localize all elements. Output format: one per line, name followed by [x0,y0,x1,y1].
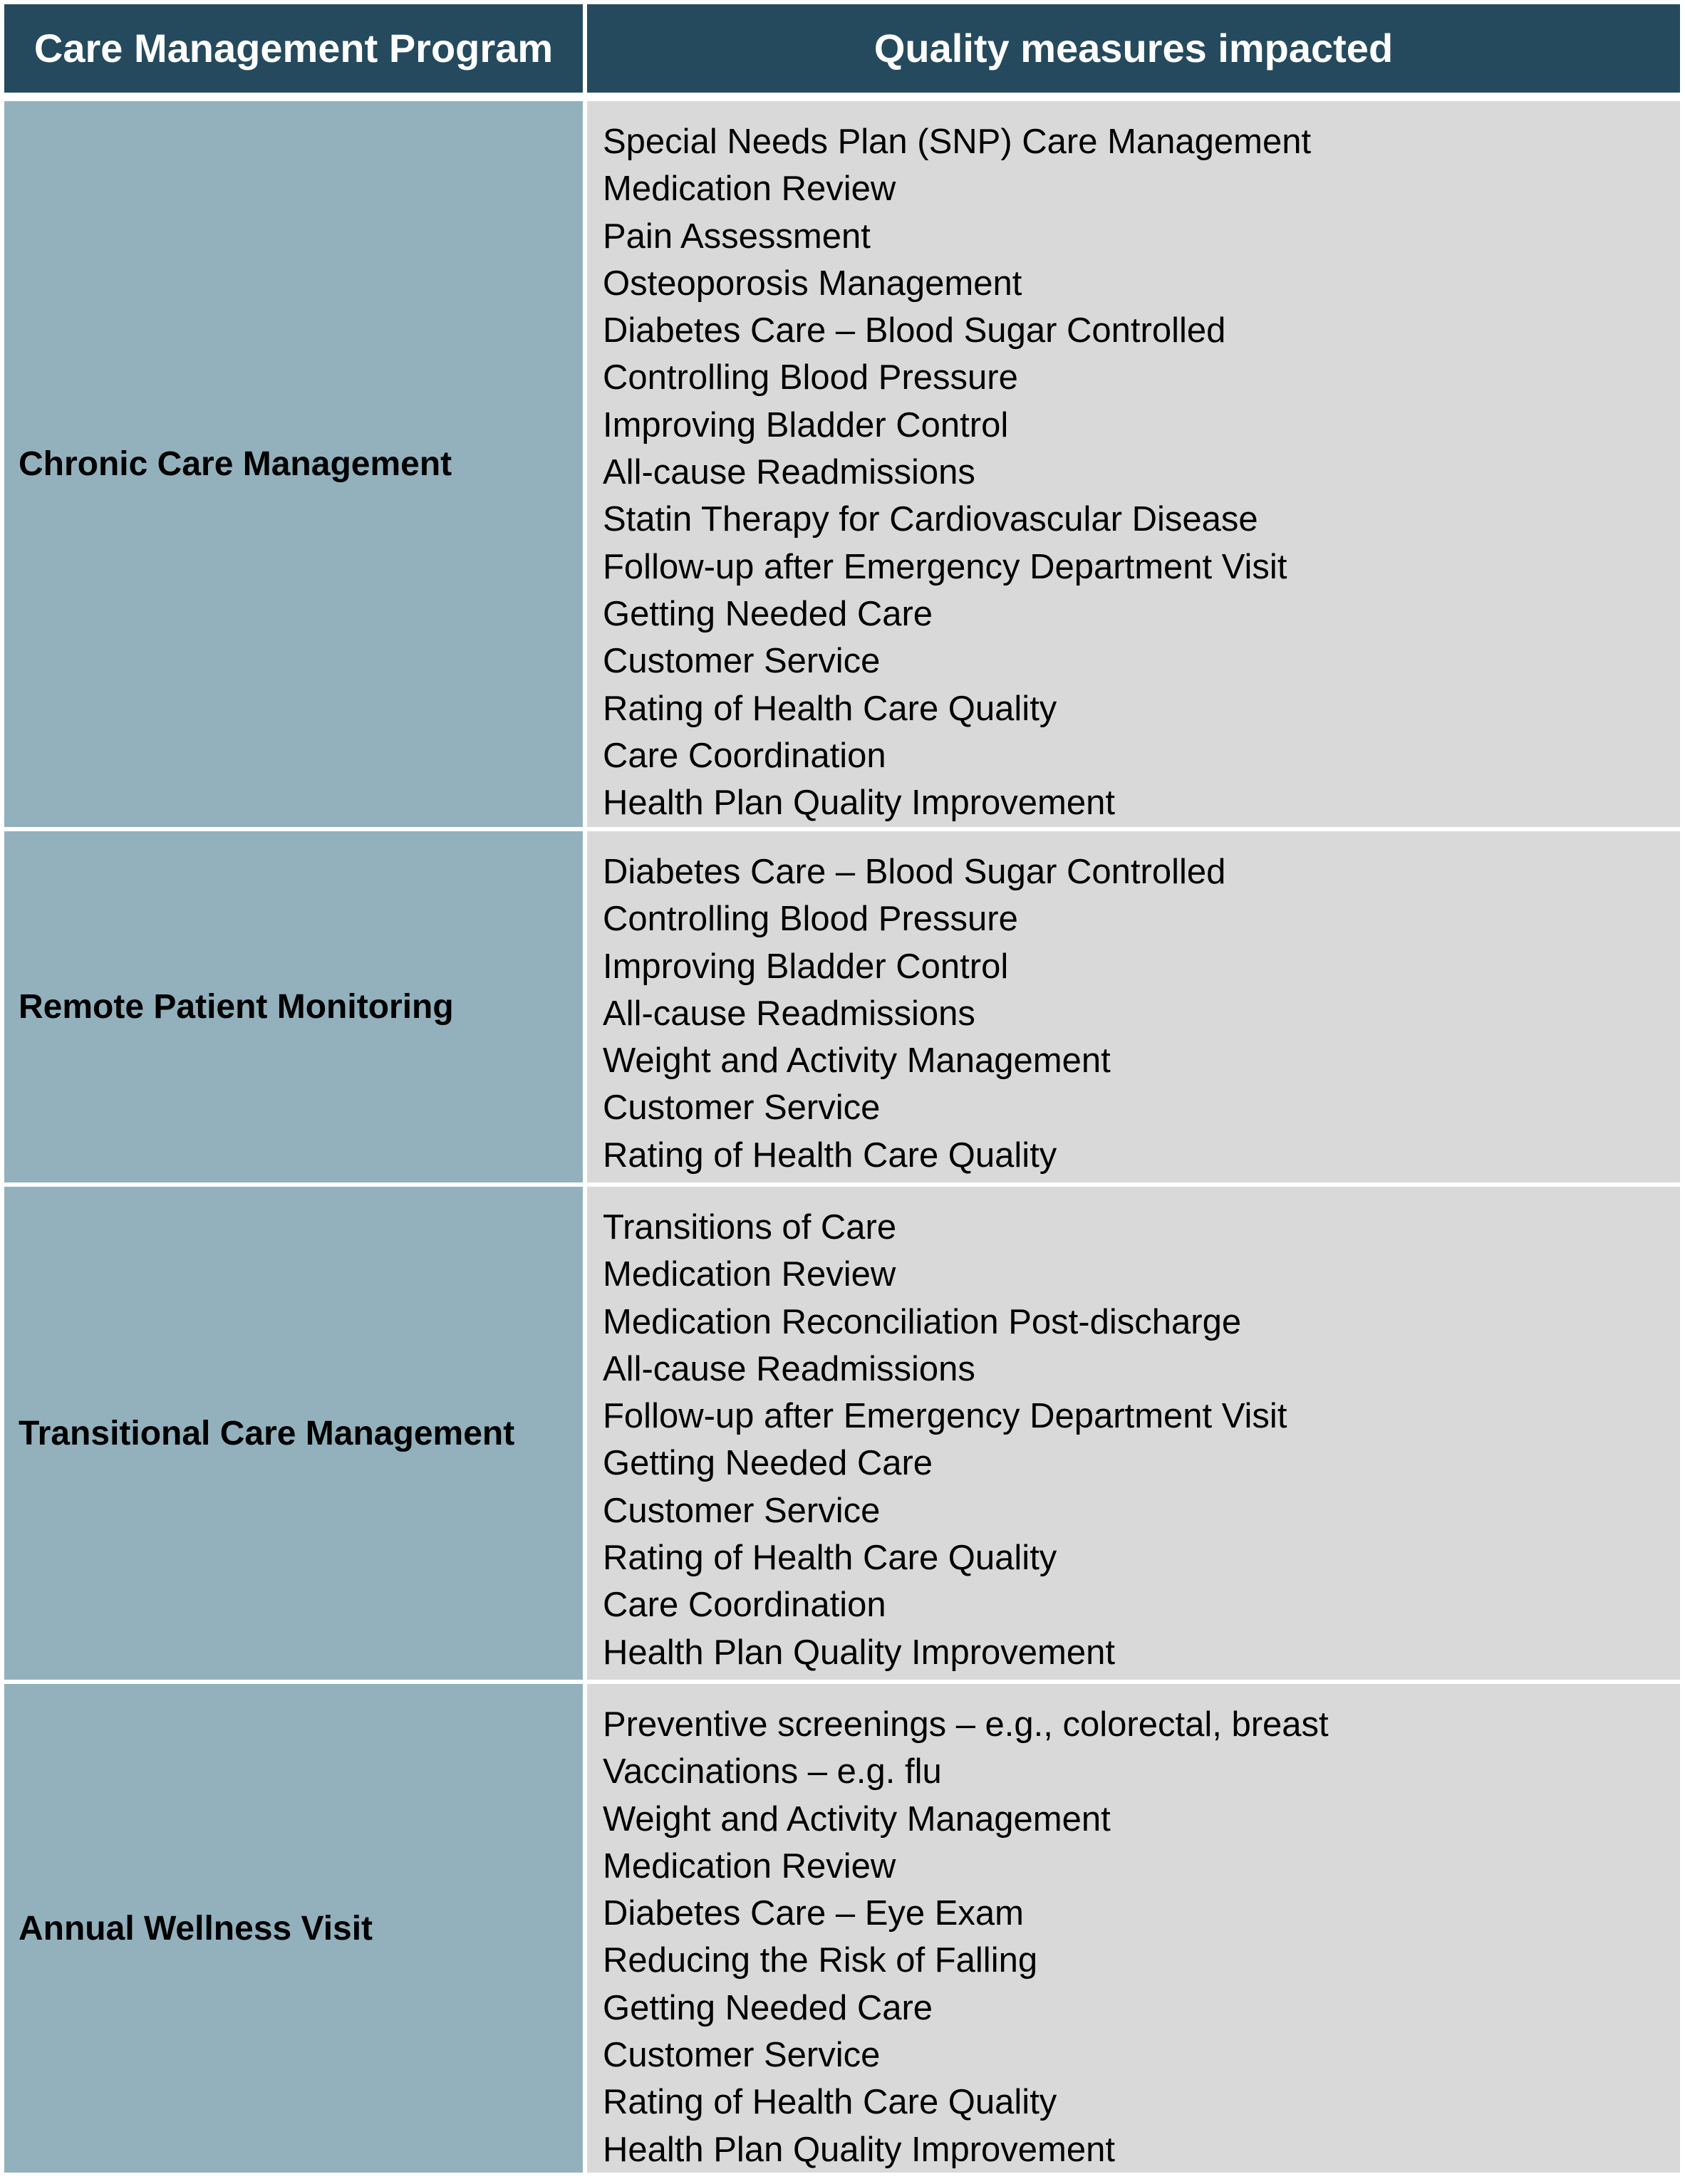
measure-item: Statin Therapy for Cardiovascular Disease [603,500,1258,539]
measure-item: Controlling Blood Pressure [603,358,1018,397]
measure-item: Getting Needed Care [603,1988,933,2027]
program-name: Chronic Care Management [4,101,583,827]
quality-measures-table [4,4,1680,2173]
measure-item: All-cause Readmissions [603,994,975,1033]
measure-item: Health Plan Quality Improvement [603,1633,1115,1672]
measure-item: Rating of Health Care Quality [603,1539,1057,1578]
measure-item: Customer Service [603,642,881,681]
table-row-transitional-care-management [4,1187,1680,1680]
measure-item: Follow-up after Emergency Department Visit [603,547,1287,586]
program-name: Remote Patient Monitoring [4,831,583,1182]
measure-item: Diabetes Care – Blood Sugar Controlled [603,311,1226,350]
measure-item: Improving Bladder Control [603,405,1009,444]
measure-item: Follow-up after Emergency Department Visit [603,1397,1287,1436]
measure-item: Osteoporosis Management [603,264,1022,303]
measure-item: Medication Reconciliation Post-discharge [603,1302,1242,1341]
measure-item: Care Coordination [603,1586,886,1625]
measure-item: Customer Service [603,1491,881,1530]
measure-item: All-cause Readmissions [603,453,975,492]
table-row-annual-wellness-visit [4,1684,1680,2173]
program-name: Annual Wellness Visit [4,1684,583,2173]
measure-item: Vaccinations – e.g. flu [603,1752,942,1792]
measure-item: Health Plan Quality Improvement [603,784,1115,823]
measure-item: Diabetes Care – Eye Exam [603,1894,1024,1933]
measure-item: Health Plan Quality Improvement [603,2130,1115,2169]
measures-list [587,101,1680,827]
header-program-column: Care Management Program [4,4,583,93]
measure-item: Diabetes Care – Blood Sugar Controlled [603,853,1226,891]
table-row-chronic-care-management [4,101,1680,827]
measure-item: Medication Review [603,1846,896,1886]
measure-item: Medication Review [603,1255,896,1294]
measure-item: Care Coordination [603,736,886,775]
measure-item: Preventive screenings – e.g., colorectal, breast [603,1705,1329,1744]
measure-item: Medication Review [603,170,896,209]
measure-item: Rating of Health Care Quality [603,2083,1057,2122]
program-name: Transitional Care Management [4,1187,583,1680]
measure-item: Special Needs Plan (SNP) Care Management [603,123,1312,161]
measure-item: Reducing the Risk of Falling [603,1941,1038,1980]
measure-item: Transitions of Care [603,1208,897,1247]
table-row-remote-patient-monitoring [4,831,1680,1182]
measure-item: Weight and Activity Management [603,1799,1111,1839]
measures-list [587,831,1680,1182]
measure-item: Rating of Health Care Quality [603,689,1057,728]
measure-item: Controlling Blood Pressure [603,900,1018,939]
table-header-row [4,4,1680,93]
measure-item: Improving Bladder Control [603,947,1009,986]
measure-item: Rating of Health Care Quality [603,1135,1057,1175]
measure-item: Customer Service [603,1088,881,1128]
measures-list [587,1684,1680,2173]
header-measures-column: Quality measures impacted [587,4,1680,93]
measure-item: Pain Assessment [603,217,871,256]
measure-item: Customer Service [603,2036,881,2075]
measure-item: Getting Needed Care [603,1444,933,1483]
measure-item: Weight and Activity Management [603,1041,1111,1081]
measure-item: Getting Needed Care [603,594,933,633]
measure-item: All-cause Readmissions [603,1349,975,1388]
measures-list [587,1187,1680,1680]
